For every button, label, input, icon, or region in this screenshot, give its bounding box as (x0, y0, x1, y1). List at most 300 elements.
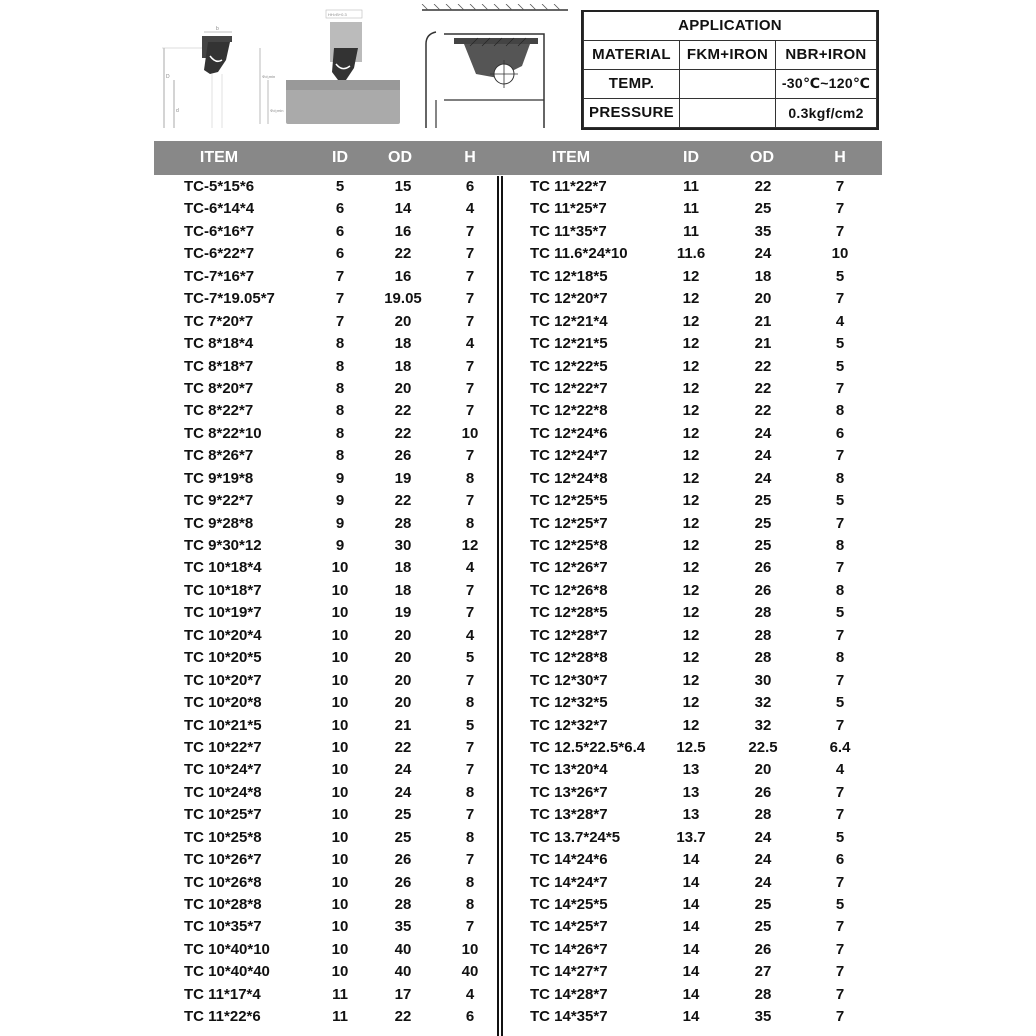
table-row (503, 692, 882, 714)
table-row (154, 984, 497, 1006)
cell-id: 11 (332, 1008, 348, 1026)
cell-h: 7 (465, 581, 475, 599)
cell-h: 7 (465, 671, 475, 689)
svg-text:b: b (216, 26, 219, 32)
header-id-right: ID (683, 149, 699, 166)
table-row (503, 266, 882, 288)
cell-od: 26 (754, 940, 772, 958)
cell-od: 28 (754, 806, 772, 824)
cell-od: 14 (394, 200, 412, 218)
cell-h: 8 (465, 514, 475, 532)
cell-od: 25 (394, 828, 412, 846)
cell-h: 7 (465, 447, 475, 465)
cell-id: 8 (335, 447, 345, 465)
cell-h: 10 (831, 245, 849, 263)
cell-item: TC 10*26*7 (184, 851, 262, 869)
cell-od: 17 (394, 985, 412, 1003)
table-row (503, 198, 882, 220)
cell-item: TC 12*26*7 (530, 559, 608, 577)
cell-h: 4 (465, 335, 475, 353)
pressure-nbr: 0.3kgf/cm2 (776, 98, 877, 127)
table-row (154, 827, 497, 849)
cell-item: TC 13*28*7 (530, 806, 608, 824)
table-row (503, 535, 882, 557)
cell-id: 10 (331, 896, 349, 913)
cell-h: 8 (835, 581, 845, 599)
cell-id: 14 (682, 963, 700, 981)
cell-od: 18 (754, 267, 772, 285)
cell-id: 12 (682, 312, 700, 330)
table-row (503, 602, 882, 624)
cell-id: 6 (335, 200, 345, 218)
cell-item: TC 11*17*4 (184, 985, 261, 1003)
svg-text:Φd₂min: Φd₂min (270, 108, 284, 113)
cell-id: 12 (682, 267, 700, 285)
header-od-left: OD (388, 149, 412, 166)
seal-on-shaft-drawing (250, 8, 400, 132)
cell-item: TC 10*25*7 (184, 806, 262, 824)
cell-id: 10 (331, 873, 349, 891)
cell-od: 25 (754, 896, 772, 913)
cell-od: 26 (754, 581, 772, 599)
cell-item: TC 10*20*4 (184, 626, 262, 644)
cell-h: 5 (465, 649, 475, 667)
cell-item: TC 7*20*7 (184, 312, 254, 330)
cell-h: 7 (835, 783, 845, 801)
table-row (503, 423, 882, 445)
cell-item: TC 14*25*5 (530, 896, 608, 913)
cell-od: 30 (394, 537, 412, 554)
cell-id: 6 (335, 222, 345, 240)
cell-id: 14 (682, 1008, 700, 1026)
cell-h: 4 (835, 312, 845, 330)
table-row (503, 894, 882, 916)
cell-item: TC 12*32*5 (530, 694, 608, 712)
cell-item: TC 12.5*22.5*6.4 (530, 738, 646, 756)
cell-item: TC 12*26*8 (530, 581, 608, 599)
cell-od: 35 (754, 222, 772, 240)
cell-od: 28 (754, 649, 772, 667)
cell-od: 24 (394, 761, 412, 779)
application-table (581, 10, 879, 130)
cell-item: TC 14*26*7 (530, 940, 608, 958)
material-label: MATERIAL (584, 40, 680, 69)
table-row (503, 311, 882, 333)
cell-id: 14 (682, 873, 700, 891)
cell-od: 18 (394, 581, 412, 599)
table-row (503, 647, 882, 669)
table-row (503, 1006, 882, 1028)
cell-item: TC 10*20*8 (184, 694, 262, 712)
cell-h: 8 (835, 402, 845, 420)
cell-od: 18 (394, 559, 412, 577)
cell-h: 5 (835, 492, 845, 510)
cell-item: TC 12*30*7 (530, 671, 608, 689)
cell-item: TC 10*18*4 (184, 559, 262, 577)
cell-id: 12 (682, 402, 700, 420)
table-row (503, 984, 882, 1006)
cell-item: TC 8*26*7 (184, 447, 254, 465)
cell-id: 10 (331, 761, 349, 779)
cell-h: 7 (835, 963, 845, 981)
cell-id: 8 (335, 357, 345, 375)
cell-id: 10 (331, 604, 349, 622)
cell-od: 22 (754, 402, 772, 420)
cell-item: TC 12*25*5 (530, 492, 608, 510)
cell-item: TC-6*14*4 (184, 200, 255, 218)
cell-item: TC 8*20*7 (184, 379, 254, 397)
cell-id: 12 (682, 716, 700, 734)
cell-od: 16 (394, 222, 412, 240)
cell-h: 7 (465, 222, 475, 240)
cell-id: 8 (335, 335, 345, 353)
table-row (154, 692, 497, 714)
cell-id: 12.5 (676, 738, 706, 756)
cell-od: 22.5 (748, 738, 778, 756)
cell-item: TC-7*19.05*7 (184, 290, 275, 308)
cell-od: 22 (394, 492, 412, 510)
cell-id: 12 (682, 357, 700, 375)
cell-h: 7 (835, 806, 845, 824)
cell-id: 13 (682, 783, 700, 801)
cell-od: 22 (754, 178, 772, 195)
table-row (503, 849, 882, 871)
table-row (154, 468, 497, 490)
cell-h: 8 (835, 649, 845, 667)
table-row (154, 804, 497, 826)
cell-od: 24 (754, 245, 772, 263)
spec-column-right (503, 176, 882, 1029)
cell-item: TC 12*20*7 (530, 290, 608, 308)
cell-od: 35 (754, 1008, 772, 1026)
table-row (503, 490, 882, 512)
cell-h: 7 (465, 851, 475, 869)
table-row (154, 782, 497, 804)
cell-h: 8 (465, 896, 475, 913)
table-row (154, 916, 497, 938)
temp-nbr: -30℃~120℃ (776, 69, 877, 98)
cell-item: TC 9*30*12 (184, 537, 262, 554)
header-h-right: H (834, 149, 846, 166)
cell-od: 25 (754, 492, 772, 510)
cell-h: 8 (465, 694, 475, 712)
cell-od: 26 (394, 447, 412, 465)
cell-h: 7 (835, 559, 845, 577)
cell-od: 24 (754, 851, 772, 869)
cell-item: TC 10*28*8 (184, 896, 262, 913)
cell-id: 10 (331, 738, 349, 756)
cell-id: 12 (682, 537, 700, 554)
cell-od: 20 (394, 379, 412, 397)
cell-item: TC 12*32*7 (530, 716, 608, 734)
cell-item: TC 12*22*5 (530, 357, 608, 375)
cell-od: 22 (394, 245, 412, 263)
cell-od: 20 (394, 626, 412, 644)
temp-fkm (680, 69, 776, 98)
cell-item: TC 11.6*24*10 (530, 245, 628, 263)
cell-item: TC 8*22*7 (184, 402, 254, 420)
header-id-left: ID (332, 149, 348, 166)
cell-od: 30 (754, 671, 772, 689)
cell-item: TC 12*28*7 (530, 626, 608, 644)
cell-h: 5 (835, 357, 845, 375)
cell-id: 12 (682, 626, 700, 644)
cell-item: TC 11*35*7 (530, 222, 607, 240)
cell-id: 10 (331, 828, 349, 846)
cell-item: TC 10*19*7 (184, 604, 262, 622)
seal-cross-section-drawing (160, 20, 240, 132)
cell-item: TC 10*21*5 (184, 716, 262, 734)
cell-od: 28 (754, 985, 772, 1003)
cell-h: 7 (465, 761, 475, 779)
cell-h: 7 (835, 671, 845, 689)
cell-item: TC 9*22*7 (184, 492, 254, 510)
cell-od: 24 (754, 424, 772, 442)
cell-od: 16 (394, 267, 412, 285)
cell-od: 32 (754, 694, 772, 712)
cell-od: 22 (394, 738, 412, 756)
cell-od: 40 (394, 940, 412, 958)
cell-h: 7 (465, 245, 475, 263)
cell-id: 9 (335, 537, 345, 554)
cell-od: 20 (394, 671, 412, 689)
table-row (154, 894, 497, 916)
cell-h: 7 (835, 626, 845, 644)
cell-h: 4 (465, 985, 475, 1003)
seal-drawings (150, 0, 575, 140)
cell-item: TC 10*25*8 (184, 828, 262, 846)
cell-od: 20 (394, 694, 412, 712)
cell-od: 26 (754, 559, 772, 577)
table-row (503, 961, 882, 983)
cell-h: 4 (835, 761, 845, 779)
cell-h: 7 (465, 357, 475, 375)
header-item-left: ITEM (199, 149, 239, 166)
cell-id: 13 (682, 806, 700, 824)
table-row (154, 311, 497, 333)
cell-item: TC 14*27*7 (530, 963, 608, 981)
cell-h: 7 (835, 985, 845, 1003)
cell-id: 11 (683, 178, 699, 195)
cell-id: 12 (682, 379, 700, 397)
cell-od: 25 (394, 806, 412, 824)
table-row (154, 737, 497, 759)
pressure-label: PRESSURE (584, 98, 680, 127)
table-row (154, 715, 497, 737)
cell-h: 7 (835, 873, 845, 891)
cell-id: 12 (682, 604, 700, 622)
table-row (154, 356, 497, 378)
cell-h: 6.4 (829, 738, 851, 756)
cell-od: 19.05 (384, 290, 422, 308)
cell-id: 8 (335, 379, 345, 397)
cell-item: TC 12*24*6 (530, 424, 608, 442)
cell-od: 26 (754, 783, 772, 801)
table-row (154, 625, 497, 647)
cell-od: 25 (754, 200, 772, 218)
cell-h: 7 (835, 940, 845, 958)
cell-od: 25 (754, 537, 772, 554)
cell-od: 22 (394, 424, 412, 442)
cell-h: 4 (465, 200, 475, 218)
cell-id: 12 (682, 694, 700, 712)
material-nbr: NBR+IRON (776, 40, 877, 69)
cell-id: 10 (331, 918, 349, 936)
cell-id: 9 (335, 469, 345, 487)
cell-od: 19 (394, 604, 412, 622)
cell-item: TC 12*21*5 (530, 335, 608, 353)
cell-od: 28 (394, 514, 412, 532)
cell-h: 7 (465, 379, 475, 397)
cell-id: 11 (683, 222, 699, 240)
cell-item: TC 10*24*8 (184, 783, 262, 801)
cell-id: 12 (682, 649, 700, 667)
cell-id: 10 (331, 940, 349, 958)
cell-od: 22 (754, 379, 772, 397)
cell-item: TC 10*20*7 (184, 671, 262, 689)
cell-h: 7 (465, 806, 475, 824)
cell-h: 7 (835, 178, 845, 195)
cell-item: TC 13*20*4 (530, 761, 608, 779)
table-row (503, 243, 882, 265)
cell-item: TC 10*40*10 (184, 940, 270, 958)
cell-item: TC 11*22*7 (530, 178, 607, 195)
cell-od: 18 (394, 335, 412, 353)
cell-h: 7 (465, 492, 475, 510)
cell-id: 12 (682, 581, 700, 599)
cell-id: 10 (331, 649, 349, 667)
cell-h: 12 (461, 537, 479, 554)
cell-item: TC 9*28*8 (184, 514, 254, 532)
table-row (503, 333, 882, 355)
cell-od: 28 (394, 896, 412, 913)
table-row (154, 198, 497, 220)
cell-h: 8 (835, 469, 845, 487)
cell-od: 21 (754, 335, 772, 353)
cell-od: 25 (754, 918, 772, 936)
cell-h: 6 (835, 424, 845, 442)
table-row (503, 759, 882, 781)
table-row (154, 872, 497, 894)
table-row (154, 243, 497, 265)
cell-h: 5 (465, 716, 475, 734)
pressure-fkm (680, 98, 776, 127)
table-row (154, 647, 497, 669)
cell-id: 11 (683, 200, 699, 218)
cell-id: 14 (682, 896, 700, 913)
table-row (154, 221, 497, 243)
cell-od: 20 (394, 649, 412, 667)
housing-detail-drawing (418, 4, 574, 132)
cell-h: 8 (465, 469, 475, 487)
cell-id: 6 (335, 245, 345, 263)
cell-id: 14 (682, 918, 700, 936)
cell-item: TC 14*25*7 (530, 918, 608, 936)
cell-item: TC 9*19*8 (184, 469, 254, 487)
cell-id: 9 (335, 492, 345, 510)
cell-h: 7 (835, 918, 845, 936)
cell-id: 12 (682, 447, 700, 465)
cell-item: TC 8*22*10 (184, 424, 262, 442)
cell-id: 10 (331, 559, 349, 577)
header-item-right: ITEM (551, 149, 591, 166)
cell-id: 13 (682, 761, 700, 779)
cell-id: 14 (682, 985, 700, 1003)
cell-h: 8 (465, 783, 475, 801)
cell-id: 10 (331, 783, 349, 801)
table-row (503, 513, 882, 535)
cell-item: TC 10*24*7 (184, 761, 262, 779)
cell-id: 13.7 (676, 828, 706, 846)
table-row (503, 625, 882, 647)
cell-item: TC 12*25*7 (530, 514, 608, 532)
table-row (503, 445, 882, 467)
cell-od: 21 (394, 716, 412, 734)
cell-id: 12 (682, 335, 700, 353)
temp-label: TEMP. (584, 69, 680, 98)
table-row (154, 602, 497, 624)
cell-h: 5 (835, 694, 845, 712)
cell-item: TC 14*35*7 (530, 1008, 608, 1026)
table-row (503, 557, 882, 579)
svg-text:d: d (176, 108, 179, 114)
cell-od: 20 (754, 761, 772, 779)
cell-item: TC 8*18*4 (184, 335, 254, 353)
cell-id: 11.6 (676, 245, 706, 263)
cell-id: 10 (331, 671, 349, 689)
table-row (154, 266, 497, 288)
cell-item: TC 13*26*7 (530, 783, 608, 801)
cell-h: 5 (835, 267, 845, 285)
table-row (154, 1006, 497, 1028)
cell-item: TC-6*16*7 (184, 222, 255, 240)
cell-h: 7 (835, 514, 845, 532)
cell-item: TC 10*18*7 (184, 581, 262, 599)
cell-id: 14 (682, 940, 700, 958)
cell-id: 12 (682, 514, 700, 532)
cell-h: 5 (835, 896, 845, 913)
cell-od: 22 (394, 402, 412, 420)
cell-id: 9 (335, 514, 345, 532)
cell-od: 35 (394, 918, 412, 936)
table-row (154, 513, 497, 535)
cell-od: 20 (754, 290, 772, 308)
table-row (503, 916, 882, 938)
cell-h: 8 (835, 537, 845, 554)
table-row (503, 827, 882, 849)
cell-id: 10 (331, 716, 349, 734)
cell-item: TC 12*28*5 (530, 604, 608, 622)
cell-id: 12 (682, 559, 700, 577)
cell-od: 26 (394, 873, 412, 891)
cell-h: 5 (835, 604, 845, 622)
cell-od: 24 (394, 783, 412, 801)
cell-item: TC 10*22*7 (184, 738, 262, 756)
cell-h: 7 (835, 1008, 845, 1026)
cell-h: 7 (835, 222, 845, 240)
cell-od: 19 (394, 469, 412, 487)
cell-h: 5 (835, 335, 845, 353)
cell-h: 10 (461, 940, 479, 958)
spec-table-header (154, 141, 882, 175)
cell-od: 28 (754, 626, 772, 644)
table-row (154, 759, 497, 781)
cell-od: 25 (754, 514, 772, 532)
table-row (503, 400, 882, 422)
cell-item: TC-6*22*7 (184, 245, 255, 263)
table-row (503, 939, 882, 961)
cell-id: 7 (335, 290, 345, 308)
